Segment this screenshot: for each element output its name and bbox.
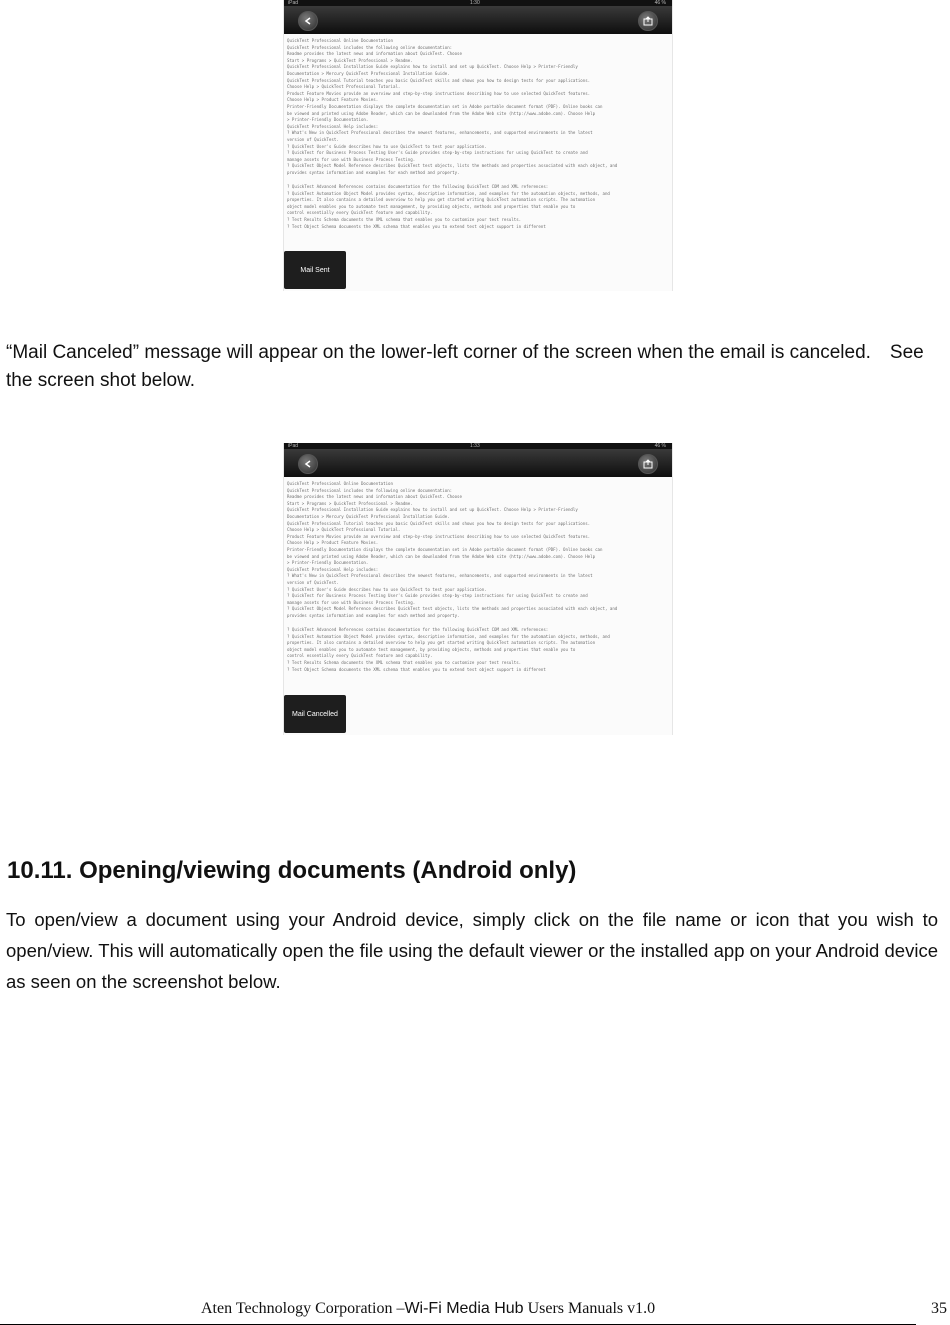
status-battery: 46 %: [654, 443, 666, 449]
doc-line: ? QuickTest Automation Object Model provides syntax, descriptive information, and examples for the automation objects, methods, and: [287, 633, 610, 639]
doc-line: Documentation > Mercury QuickTest Professional Installation Guide.: [287, 513, 450, 519]
doc-line: QuickTest Professional Installation Guide explains how to install and set up QuickTest. Choose Help > Printer-Friendly: [287, 507, 578, 513]
doc-line: QuickTest Professional includes the following online documentation:: [287, 487, 453, 493]
share-icon: [642, 15, 654, 27]
share-button[interactable]: [638, 454, 658, 474]
doc-line: ? What's New in QuickTest Professional describes the newest features, enhancements, and supported environments in the latest: [287, 573, 593, 579]
status-clock: 1:30: [470, 0, 480, 6]
doc-line: version of QuickTest.: [287, 579, 339, 585]
status-device: iPad: [288, 0, 299, 6]
doc-line: Choose Help > QuickTest Professional Tutorial.: [287, 527, 401, 533]
doc-line: QuickTest Professional includes the following online documentation:: [287, 44, 453, 50]
page-number: 35: [931, 1300, 947, 1317]
doc-line: QuickTest Professional Tutorial teaches you basic QuickTest skills and shows you how to design tests for your applications.: [287, 520, 591, 526]
status-battery: 46 %: [654, 0, 666, 6]
doc-line: Product Feature Movies provide an overview and step-by-step instructions describing how to use selected QuickTest features.: [287, 533, 591, 539]
doc-line: properties. It also contains a detailed overview to help you get started writing QuickTest automation scripts. The automation: [287, 197, 596, 203]
doc-line: properties. It also contains a detailed overview to help you get started writing QuickTest automation scripts. The automation: [287, 640, 596, 646]
doc-line: manage assets for use with Business Process Testing.: [287, 156, 416, 162]
doc-line: QuickTest Professional Online Documentation: [287, 481, 393, 486]
doc-line: ? QuickTest User's Guide describes how to use QuickTest to test your application.: [287, 586, 487, 592]
back-button[interactable]: [298, 454, 318, 474]
doc-line: ? Test Object Schema documents the XML schema that enables you to extend test object support in different: [287, 223, 546, 229]
status-clock: 1:33: [470, 443, 480, 449]
paragraph-open-documents: To open/view a document using your Android device, simply click on the file name or icon that you wish to open/view. This will automatically open the file using the default viewer or the installed app on your Android device as seen on the screenshot below.: [6, 909, 938, 992]
doc-line: Choose Help > Product Feature Movies.: [287, 540, 379, 546]
footer-product: Wi-Fi Media Hub: [404, 1300, 524, 1317]
doc-line: object model enables you to automate test management, by providing objects, methods and properties that enable you to: [287, 646, 576, 652]
back-arrow-icon: [302, 15, 314, 27]
doc-line: ? QuickTest Advanced References contains documentation for the following QuickTest COM and XML references:: [287, 627, 549, 633]
doc-line: ? QuickTest User's Guide describes how to use QuickTest to test your application.: [287, 143, 487, 149]
doc-line: Readme provides the latest news and information about QuickTest. Choose: [287, 51, 462, 57]
doc-line: Printer-Friendly Documentation displays the complete documentation set in Adobe portable document format (PDF). Online books can: [287, 103, 603, 109]
doc-line: QuickTest Professional Tutorial teaches you basic QuickTest skills and shows you how to design tests for your applications.: [287, 77, 591, 83]
doc-line: QuickTest Professional Help includes:: [287, 566, 379, 572]
doc-line: Printer-Friendly Documentation displays the complete documentation set in Adobe portable document format (PDF). Online books can: [287, 546, 603, 552]
doc-line: ? QuickTest Object Model Reference describes QuickTest test objects, lists the methods and properties associated with each object, and: [287, 163, 618, 169]
doc-line: control essentially every QuickTest feature and capability.: [287, 653, 433, 659]
doc-line: version of QuickTest.: [287, 136, 339, 142]
doc-line: ? QuickTest for Business Process Testing User's Guide provides step-by-step instructions for using QuickTest to create and: [287, 150, 588, 156]
toast-mail-cancelled: Mail Cancelled: [284, 695, 346, 733]
doc-line: Documentation > Mercury QuickTest Professional Installation Guide.: [287, 70, 450, 76]
doc-line: ? QuickTest Advanced References contains documentation for the following QuickTest COM and XML references:: [287, 184, 549, 190]
doc-line: object model enables you to automate test management, by providing objects, methods and properties that enable you to: [287, 203, 576, 209]
doc-line: manage assets for use with Business Process Testing.: [287, 599, 416, 605]
back-button[interactable]: [298, 11, 318, 31]
doc-line: QuickTest Professional Online Documentation: [287, 38, 393, 43]
footer-manual: Users Manuals v1.0: [523, 1300, 656, 1317]
doc-line: be viewed and printed using Adobe Reader, which can be downloaded from the Adobe Web site (http://www.adobe.com). Choose Help: [287, 553, 596, 559]
app-toolbar: [284, 6, 672, 34]
section-heading: 10.11. Opening/viewing documents (Android only): [7, 857, 577, 884]
footer-company: Aten Technology Corporation –: [201, 1300, 405, 1317]
share-icon: [642, 458, 654, 470]
paragraph-mail-canceled: “Mail Canceled” message will appear on the lower-left corner of the screen when the email is canceled. See the screen shot below.: [6, 342, 924, 391]
doc-line: ? What's New in QuickTest Professional describes the newest features, enhancements, and supported environments in the latest: [287, 130, 593, 136]
doc-line: be viewed and printed using Adobe Reader, which can be downloaded from the Adobe Web site (http://www.adobe.com). Choose Help: [287, 110, 596, 116]
doc-line: Choose Help > Product Feature Movies.: [287, 97, 379, 103]
doc-line: provides syntax information and examples for each method and property.: [287, 612, 460, 618]
doc-line: ? QuickTest Object Model Reference describes QuickTest test objects, lists the methods and properties associated with each object, and: [287, 606, 618, 612]
app-toolbar: [284, 449, 672, 477]
status-device: iPad: [288, 443, 299, 449]
doc-line: > Printer-Friendly Documentation.: [287, 117, 369, 123]
doc-line: ? Test Results Schema documents the XML schema that enables you to customize your test results.: [287, 660, 522, 666]
doc-line: > Printer-Friendly Documentation.: [287, 560, 369, 566]
doc-line: Start > Programs > QuickTest Professional > Readme.: [287, 500, 413, 506]
doc-line: QuickTest Professional Installation Guide explains how to install and set up QuickTest. Choose Help > Printer-Friendly: [287, 64, 578, 70]
doc-line: control essentially every QuickTest feature and capability.: [287, 210, 433, 216]
doc-line: ? QuickTest for Business Process Testing User's Guide provides step-by-step instructions for using QuickTest to create and: [287, 593, 588, 599]
doc-line: Choose Help > QuickTest Professional Tutorial.: [287, 84, 401, 90]
back-arrow-icon: [302, 458, 314, 470]
screenshot-mail-sent: [283, 0, 673, 291]
doc-line: ? QuickTest Automation Object Model provides syntax, descriptive information, and examples for the automation objects, methods, and: [287, 190, 610, 196]
doc-line: QuickTest Professional Help includes:: [287, 123, 379, 129]
screenshot-mail-cancelled: [283, 443, 673, 735]
footer-text: [201, 1300, 655, 1318]
doc-line: ? Test Object Schema documents the XML schema that enables you to extend test object support in different: [287, 666, 546, 672]
share-button[interactable]: [638, 11, 658, 31]
doc-line: provides syntax information and examples for each method and property.: [287, 169, 460, 175]
doc-line: Product Feature Movies provide an overview and step-by-step instructions describing how to use selected QuickTest features.: [287, 90, 591, 96]
doc-line: Start > Programs > QuickTest Professional > Readme.: [287, 57, 413, 63]
doc-line: Readme provides the latest news and information about QuickTest. Choose: [287, 494, 462, 500]
toast-mail-sent: Mail Sent: [284, 251, 346, 289]
doc-line: ? Test Results Schema documents the XML schema that enables you to customize your test results.: [287, 217, 522, 223]
